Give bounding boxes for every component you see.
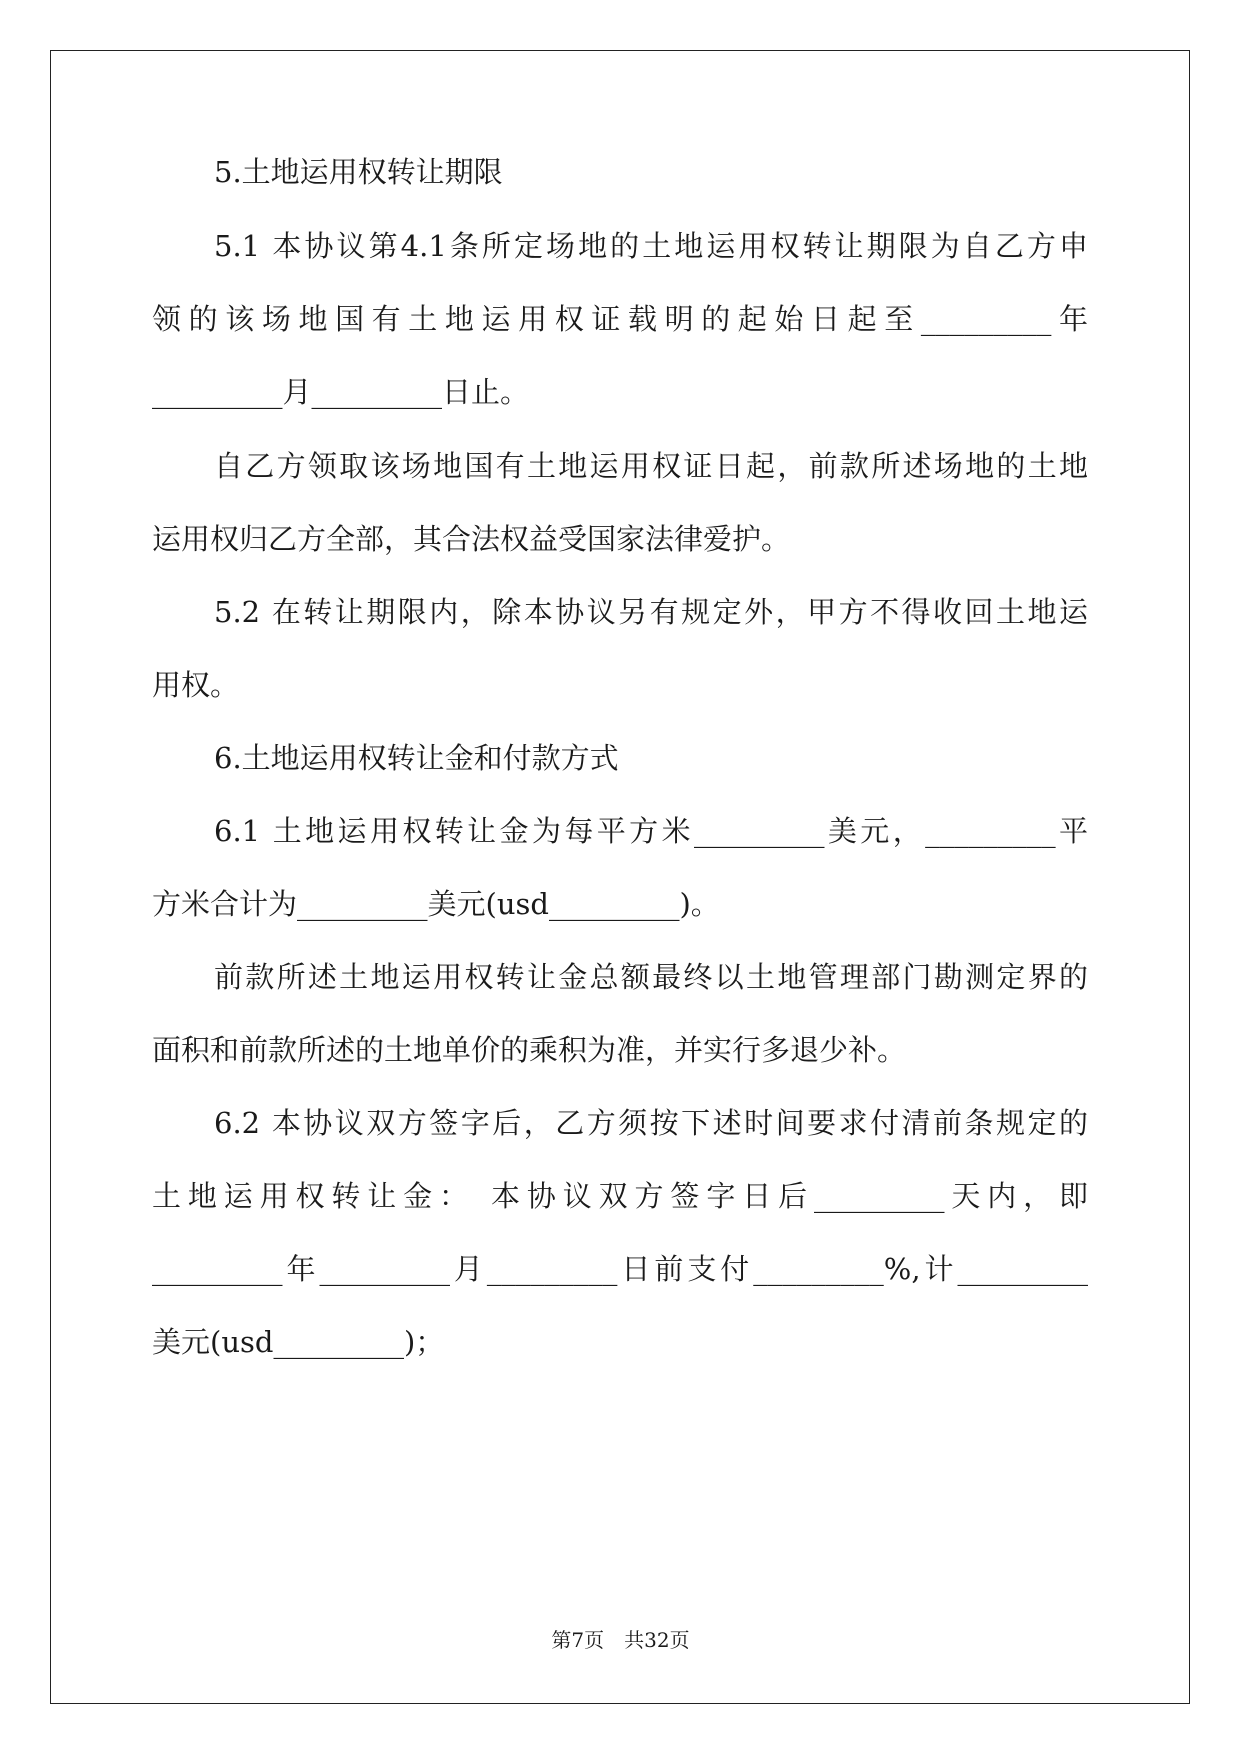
- paragraph-line: 5.2 在转让期限内，除本协议另有规定外，甲方不得收回土地运: [214, 595, 1088, 629]
- paragraph-line: 用权。: [152, 668, 240, 702]
- paragraph-line: 面积和前款所述的土地单价的乘积为准，并实行多退少补。: [152, 1033, 907, 1067]
- paragraph-line: 6.2 本协议双方签字后，乙方须按下述时间要求付清前条规定的: [214, 1106, 1088, 1140]
- paragraph-line: 自乙方领取该场地国有土地运用权证日起，前款所述场地的土地: [214, 449, 1088, 483]
- paragraph-line: _________年_________月_________日前支付_________%,计_________: [152, 1252, 1088, 1286]
- section-heading: 6.土地运用权转让金和付款方式: [214, 741, 619, 775]
- page-number: 第7页 共32页: [551, 1628, 690, 1652]
- paragraph-line: 美元(usd_________)；: [152, 1325, 445, 1359]
- paragraph-line: 运用权归乙方全部，其合法权益受国家法律爱护。: [152, 522, 791, 556]
- paragraph-line: 6.1 土地运用权转让金为每平方米_________美元，_________平: [214, 814, 1088, 848]
- paragraph-line: 方米合计为_________美元(usd_________)。: [152, 887, 720, 921]
- paragraph-line: 前款所述土地运用权转让金总额最终以土地管理部门勘测定界的: [214, 960, 1088, 994]
- paragraph-line: 领的该场地国有土地运用权证载明的起始日起至_________年: [152, 302, 1088, 336]
- paragraph-line: 土地运用权转让金： 本协议双方签字日后_________天内，即: [152, 1179, 1088, 1213]
- paragraph-line: _________月_________日止。: [152, 375, 530, 409]
- paragraph-line: 5.1 本协议第4.1条所定场地的土地运用权转让期限为自乙方申: [214, 229, 1088, 263]
- section-heading: 5.土地运用权转让期限: [214, 155, 503, 189]
